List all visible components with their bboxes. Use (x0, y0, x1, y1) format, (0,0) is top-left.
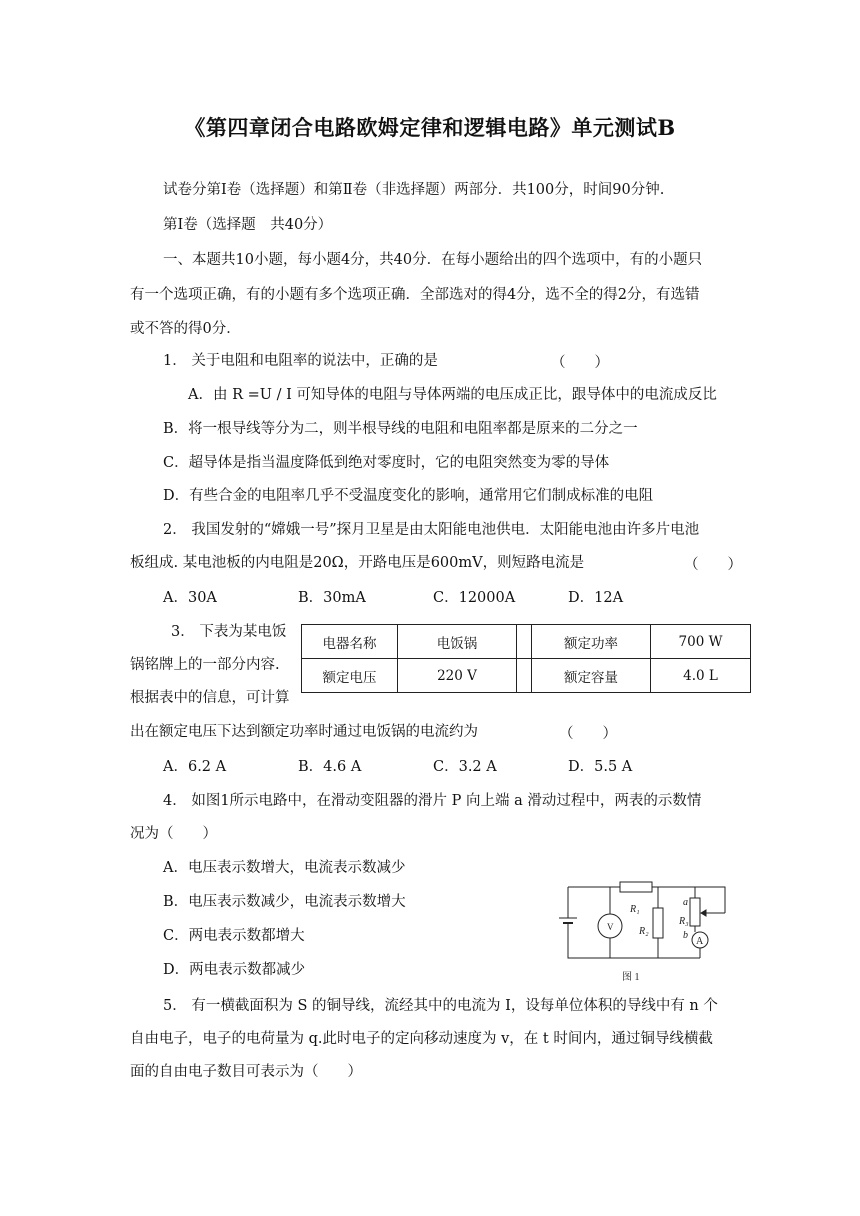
question-4-option-d: D．两电表示数都减少 (163, 962, 306, 978)
table-spacer (517, 659, 532, 693)
question-3-option-b: B．4.6 A (298, 759, 362, 775)
question-4-option-b: B．电压表示数减少，电流表示数增大 (163, 894, 406, 910)
question-2-stem: 2． 我国发射的“嫦娥一号”探月卫星是由太阳能电池供电．太阳能电池由许多片电池 (163, 522, 700, 538)
slider-end-a-label: a (683, 897, 688, 908)
part-heading: 第Ⅰ卷（选择题 共40分） (163, 217, 333, 233)
voltmeter-label: V (607, 922, 614, 932)
table-cell: 电饭锅 (398, 625, 517, 659)
question-3-stem: 出在额定电压下达到额定功率时通过电饭锅的电流约为 (130, 724, 478, 740)
question-3-option-c: C．3.2 A (433, 759, 497, 775)
answer-paren: （ ） (684, 557, 742, 573)
circuit-diagram (555, 878, 745, 988)
r1-label: R₁ (630, 904, 640, 915)
question-3-option-d: D．5.5 A (568, 759, 633, 775)
resistor-r1-icon (620, 882, 652, 892)
question-3-option-a: A．6.2 A (163, 759, 227, 775)
question-1-stem: 1． 关于电阻和电阻率的说法中，正确的是 (163, 353, 438, 369)
question-4-stem: 况为（ ） (130, 826, 217, 842)
question-5-stem: 5． 有一横截面积为 S 的铜导线，流经其中的电流为 I，设每单位体积的导线中有 n 个 (163, 998, 718, 1014)
instructions-line: 一、本题共10小题，每小题4分，共40分．在每小题给出的四个选项中，有的小题只 (163, 252, 703, 268)
answer-paren: （ ） (559, 726, 617, 742)
ammeter-label: A (696, 936, 704, 947)
table-cell: 额定功率 (532, 625, 651, 659)
question-3-stem: 锅铭牌上的一部分内容. (130, 657, 280, 673)
question-3-stem: 根据表中的信息，可计算 (130, 690, 290, 706)
r2-label: R₂ (639, 926, 649, 937)
instructions-line: 或不答的得0分． (130, 321, 241, 337)
question-2-option-a: A．30A (163, 590, 217, 606)
question-2-stem: 板组成. 某电池板的内电阻是20Ω，开路电压是600mV，则短路电流是 (130, 555, 585, 571)
question-4-stem: 4． 如图1所示电路中，在滑动变阻器的滑片 P 向上端 a 滑动过程中，两表的示数情 (163, 793, 702, 809)
resistor-r2-icon (653, 908, 663, 938)
question-1-option-a: A．由 R =U / I 可知导体的电阻与导体两端的电压成正比，跟导体中的电流成反比 (188, 387, 717, 403)
nameplate-table (301, 624, 751, 693)
intro-text: 试卷分第Ⅰ卷（选择题）和第Ⅱ卷（非选择题）两部分．共100分，时间90分钟. (163, 182, 665, 198)
instructions-line: 有一个选项正确，有的小题有多个选项正确．全部选对的得4分，选不全的得2分，有选错 (130, 287, 700, 303)
r3-label: R₃ (679, 916, 689, 927)
rheostat-r3-icon (690, 898, 700, 926)
table-row (302, 625, 751, 659)
question-1-option-c: C．超导体是指当温度降低到绝对零度时，它的电阻突然变为零的导体 (163, 455, 610, 471)
table-cell: 额定电压 (302, 659, 398, 693)
page-title: 《第四章闭合电路欧姆定律和逻辑电路》单元测试B (184, 115, 676, 140)
question-1-option-b: B．将一根导线等分为二，则半根导线的电阻和电阻率都是原来的二分之一 (163, 421, 638, 437)
question-2-option-d: D．12A (568, 590, 624, 606)
question-2-option-b: B．30mA (298, 590, 366, 606)
question-2-option-c: C．12000A (433, 590, 516, 606)
table-cell: 额定容量 (532, 659, 651, 693)
table-row (302, 659, 751, 693)
question-4-option-a: A．电压表示数增大，电流表示数减少 (163, 860, 406, 876)
question-4-option-c: C．两电表示数都增大 (163, 928, 305, 944)
table-cell: 220 V (398, 659, 517, 693)
slider-end-b-label: b (683, 930, 688, 941)
question-3-stem: 3． 下表为某电饭 (171, 624, 287, 640)
table-spacer (517, 625, 532, 659)
question-5-stem: 自由电子，电子的电荷量为 q.此时电子的定向移动速度为 v，在 t 时间内，通过铜导线横截 (130, 1031, 713, 1047)
figure-caption: 图 1 (622, 972, 640, 983)
table-cell: 电器名称 (302, 625, 398, 659)
answer-paren: （ ） (551, 355, 609, 371)
table-cell: 4.0 L (651, 659, 751, 693)
question-1-option-d: D．有些合金的电阻率几乎不受温度变化的影响，通常用它们制成标准的电阻 (163, 488, 654, 504)
question-5-stem: 面的自由电子数目可表示为（ ） (130, 1064, 362, 1080)
table-cell: 700 W (651, 625, 751, 659)
